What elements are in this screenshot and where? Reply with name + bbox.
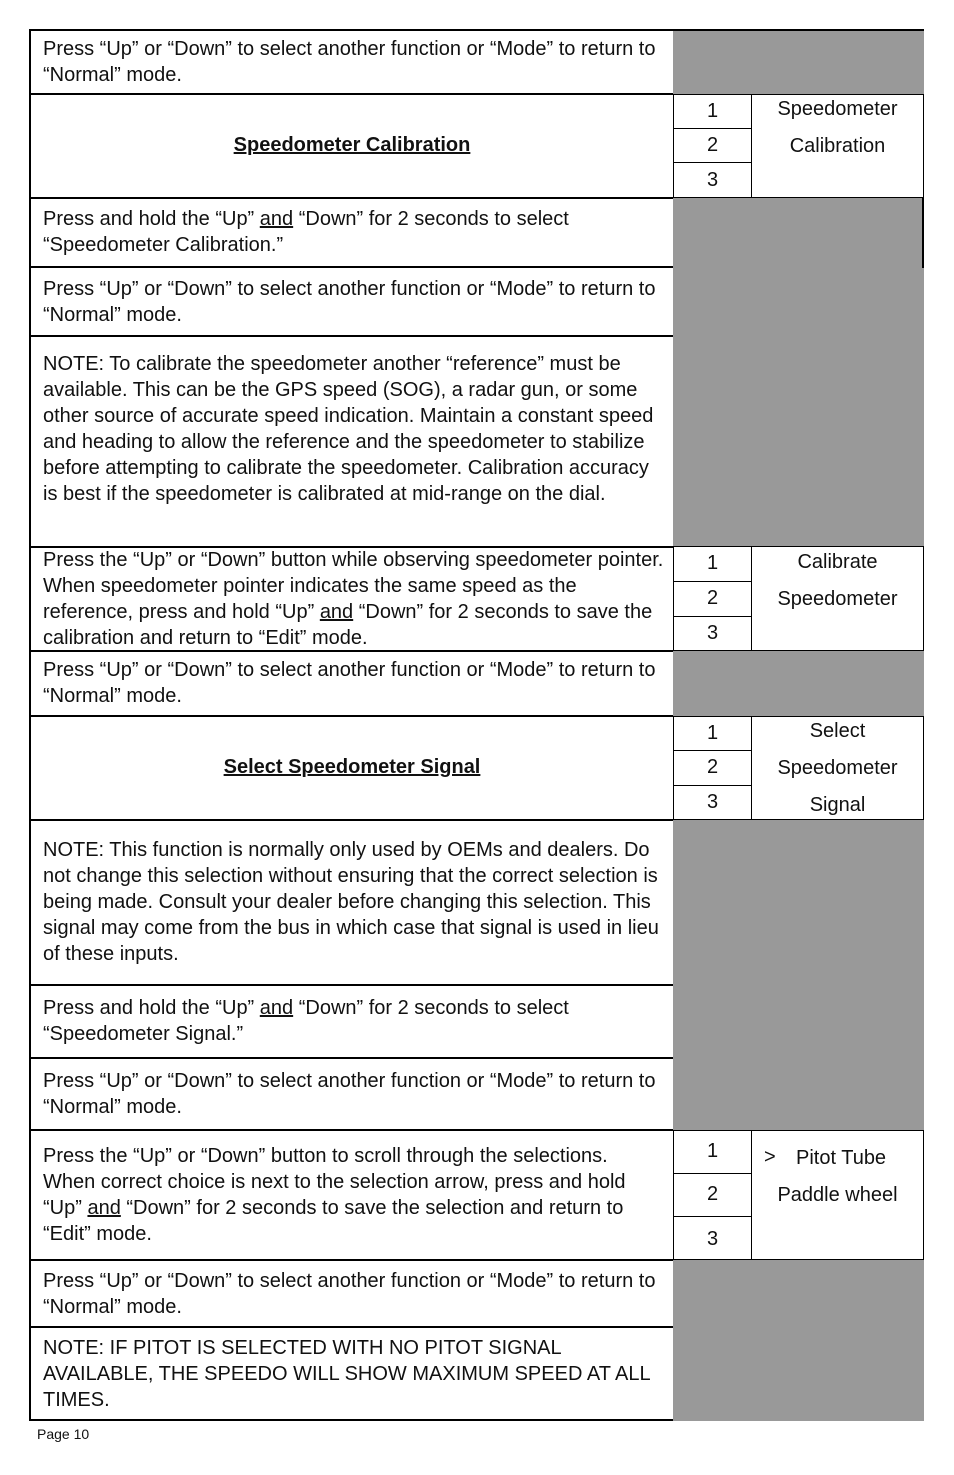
step-number: 3 (706, 169, 719, 191)
step-number: 1 (674, 717, 751, 751)
row-return-normal-1: Press “Up” or “Down” to select another function or “Mode” to return to “Normal” mode. (43, 38, 656, 86)
step-number: 2 (674, 751, 751, 786)
option-pitot-tube: Pitot Tube (796, 1147, 887, 1169)
divider (30, 715, 673, 717)
selection-arrow: > (764, 1146, 776, 1168)
step-number: 2 (674, 582, 751, 617)
divider (30, 1057, 673, 1059)
note-calibration-reference: NOTE: To calibrate the speedometer another “reference” must be available. This can be the GPS speed (SOG), a radar gun, or some other source of accurate speed indication. Maintain a constant speed and heading to allow the reference and the speedometer to stabilize before attempting to calibrate the speedometer. Calibration accuracy is best if the speedometer is calibrated at mid-range on the dial. (43, 353, 654, 505)
display-signal-options (752, 1130, 924, 1260)
note-oem-dealers: NOTE: This function is normally only used by OEMs and dealers. Do not change this selection without ensuring that the correct selection is being made. Consult your dealer before changing this selection. This signal may come from the bus in which case that signal is used in lieu of these inputs. (43, 839, 659, 965)
step-number: 1 (674, 95, 751, 129)
row-return-normal-4: Press “Up” or “Down” to select another function or “Mode” to return to “Normal” mode. (43, 1070, 656, 1118)
select-speedometer-signal-heading: Select Speedometer Signal (223, 756, 481, 778)
step-number: 3 (706, 622, 719, 644)
step-number: 3 (706, 791, 719, 813)
divider (30, 650, 673, 652)
divider (30, 266, 673, 268)
display-line: Calibration (789, 135, 886, 157)
table-bottom-border (29, 1419, 673, 1421)
display-line: Select (809, 720, 866, 742)
table-left-border (29, 29, 31, 1421)
display-line: Calibrate (797, 551, 878, 573)
step-number: 2 (674, 129, 751, 163)
shade-block-3 (673, 651, 924, 716)
step-number: 1 (674, 547, 751, 582)
row-return-normal-5: Press “Up” or “Down” to select another function or “Mode” to return to “Normal” mode. (43, 1270, 656, 1318)
divider (30, 1129, 673, 1131)
step-number-column-2 (673, 546, 752, 651)
page-number: Page 10 (37, 1426, 90, 1442)
divider (30, 1326, 673, 1328)
divider (30, 984, 673, 986)
step-number-column-3 (673, 716, 752, 820)
display-line: Speedometer (777, 588, 898, 610)
shade-block-2 (673, 198, 924, 547)
divider (30, 819, 673, 821)
display-line: Signal (809, 794, 866, 816)
row-scroll-selection-instructions: Press the “Up” or “Down” button to scroll through the selections. When correct choice is next to the selection arrow, press and hold “Up” and “Down” for 2 seconds to save the selection and return to “Edit” mode. (43, 1145, 626, 1245)
shade-block-1 (673, 31, 924, 94)
row-return-normal-2: Press “Up” or “Down” to select another function or “Mode” to return to “Normal” mode. (43, 278, 656, 326)
row-return-normal-3: Press “Up” or “Down” to select another function or “Mode” to return to “Normal” mode. (43, 659, 656, 707)
row-calibrate-instructions: Press the “Up” or “Down” button while observing speedometer pointer. When speedometer pointer indicates the same speed as the reference, press and hold “Up” and “Down” for 2 seconds to save the calibration and return to “Edit” mode. (43, 549, 664, 649)
step-number-column-4 (673, 1130, 752, 1260)
row-hold-select-signal: Press and hold the “Up” and “Down” for 2 seconds to select “Speedometer Signal.” (43, 997, 569, 1045)
step-number: 3 (706, 1228, 719, 1250)
step-number: 2 (674, 1174, 751, 1217)
display-line: Speedometer (777, 757, 898, 779)
display-line: Speedometer (777, 98, 898, 120)
shade-block-4 (673, 820, 924, 1130)
divider (30, 93, 673, 95)
divider (30, 335, 673, 337)
step-number-column-1 (673, 94, 752, 198)
display-speedometer-calibration (752, 94, 924, 198)
divider (30, 1259, 673, 1261)
shade-edge-line (922, 198, 924, 268)
note-pitot-warning: NOTE: IF PITOT IS SELECTED WITH NO PITOT SIGNAL AVAILABLE, THE SPEEDO WILL SHOW MAXIMUM SPEED AT ALL TIMES. (43, 1337, 650, 1411)
divider (30, 197, 673, 199)
display-select-speedometer-signal (752, 716, 924, 820)
option-paddle-wheel: Paddle wheel (777, 1184, 898, 1206)
display-calibrate-speedometer (752, 546, 924, 651)
speedometer-calibration-heading: Speedometer Calibration (233, 134, 471, 156)
shade-block-5 (673, 1260, 924, 1421)
row-hold-select-calibration: Press and hold the “Up” and “Down” for 2 seconds to select “Speedometer Calibration.” (43, 208, 569, 256)
step-number: 1 (674, 1131, 751, 1174)
